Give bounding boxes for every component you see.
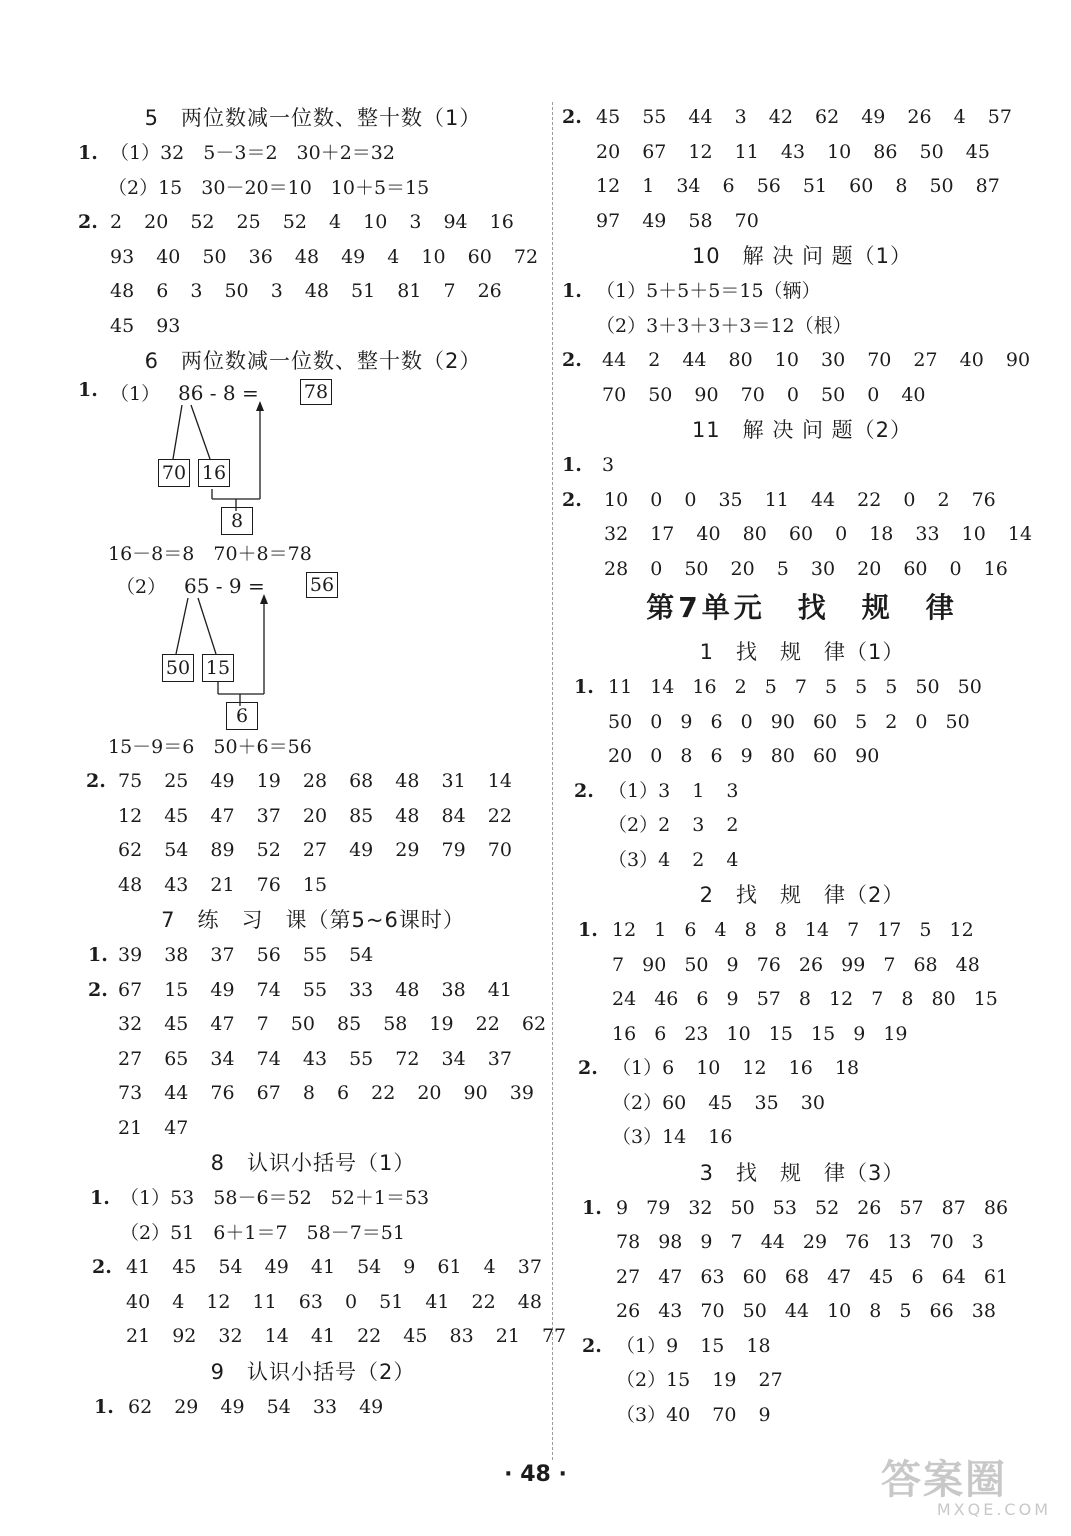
answer-line: 50 0 9 6 0 90 60 5 2 0 50 [608,710,970,733]
answer-line: （2）15 30－20＝10 10＋5＝15 [108,176,430,199]
section-title-7: 7 练 习 课（第5~6课时） [161,908,465,932]
unit-title: 第7单元 找 规 律 [646,591,958,624]
answer-line: 12 1 34 6 56 51 60 8 50 87 [596,175,1000,197]
answer-line: （2）2 3 2 [608,814,739,836]
answer-line: 93 40 50 36 48 49 4 10 60 72 [110,245,539,268]
watermark-logo [881,1457,1051,1519]
watermark-sub: MXQE.COM [936,1500,1051,1519]
answer-line: 16 6 23 10 15 15 9 19 [612,1022,908,1045]
answer-line: （3）14 16 [612,1126,733,1148]
answer-line: 1. 11 14 16 2 5 7 5 5 5 50 50 [574,676,982,698]
answer-line: 2. （1）9 15 18 [582,1334,771,1357]
answer-line: 1. （1）5＋5＋5＝15（辆） [562,280,821,302]
answer-line: 24 46 6 9 57 8 12 7 8 80 15 [612,988,998,1010]
split-box: 50 [162,654,194,682]
column-divider [552,102,553,1460]
answer-line: 21 47 [118,1116,189,1139]
result-box: 78 [300,379,332,405]
answer-line: 26 43 70 50 44 10 8 5 66 38 [616,1300,996,1322]
answer-line: 28 0 50 20 5 30 20 60 0 16 [604,557,1008,580]
answer-line: 27 47 63 60 68 47 45 6 64 61 [616,1265,1009,1288]
answer-line: 20 0 8 6 9 80 60 90 [608,745,880,767]
section-title-8: 8 认识小括号（1） [210,1151,416,1175]
section-title-u3: 3 找 规 律（3） [699,1160,905,1185]
split-box: 16 [198,459,230,487]
answer-line: 20 67 12 11 43 10 86 50 45 [596,140,990,163]
answer-line: 12 45 47 37 20 85 48 84 22 [118,804,512,827]
answer-line: （2）3＋3＋3＋3＝12（根） [596,314,852,337]
answer-line: 2. 75 25 49 19 28 68 48 31 14 [86,770,512,792]
answer-line: 2. 67 15 49 74 55 33 48 38 41 [88,978,512,1001]
bottom-box: 8 [221,507,253,535]
answer-line: （2）60 45 35 30 [612,1091,825,1114]
answer-line: 32 45 47 7 50 85 58 19 22 62 [118,1013,547,1035]
answer-line: （2）51 6＋1＝7 58－7＝51 [120,1221,405,1244]
answer-line: 45 93 [110,314,181,337]
answer-line: （3）4 2 4 [608,848,739,871]
answer-line: 2. （1）3 1 3 [574,779,739,802]
answer-line: （2）15 19 27 [616,1369,783,1391]
left-column [78,100,567,1424]
answer-line: 2. 44 2 44 80 10 30 70 27 40 90 [562,349,1031,371]
answer-line: 2. （1）6 10 12 16 18 [578,1057,860,1079]
answer-line: 2. 10 0 0 35 11 44 22 0 2 76 [562,488,996,511]
answer-line: 21 92 32 14 41 22 45 83 21 77 [126,1325,567,1347]
section-title-u1: 1 找 规 律（1） [699,640,905,664]
section-title-10: 10 解 决 问 题（1） [691,244,913,268]
answer-line: 32 17 40 80 60 0 18 33 10 14 [604,523,1033,545]
answer-line: 16－8＝8 70＋8＝78 [108,543,312,565]
page-number: · 48 · [504,1462,567,1487]
answer-line: 1. （1）32 5－3＝2 30＋2＝32 [78,142,395,164]
answer-line: 15－9＝6 50＋6＝56 [108,735,312,758]
answer-line: 2. 45 55 44 3 42 62 49 26 4 57 [562,106,1012,128]
answer-line: 40 4 12 11 63 0 51 41 22 48 [126,1290,542,1313]
result-box: 56 [306,572,338,598]
section-title-u2: 2 找 规 律（2） [699,883,905,907]
answer-line: 1. 9 79 32 50 53 52 26 57 87 86 [582,1196,1009,1219]
watermark-main: 答案圈 [881,1457,1007,1503]
section-title-5: 5 两位数减一位数、整十数（1） [144,106,482,130]
answer-line: 73 44 76 67 8 6 22 20 90 39 [118,1082,534,1104]
answer-line: 1. 62 29 49 54 33 49 [94,1395,384,1418]
answer-line: 2. 2 20 52 25 52 4 10 3 94 16 [78,211,514,233]
answer-line: 1. （1）53 58－6＝52 52＋1＝53 [90,1187,430,1209]
right-column [562,100,1042,1432]
answer-line: 70 50 90 70 0 50 0 40 [602,383,926,406]
answer-line: 2. 41 45 54 49 41 54 9 61 4 37 [92,1256,542,1278]
answer-line: 62 54 89 52 27 49 29 79 70 [118,839,512,861]
split-box: 70 [158,459,190,487]
section-title-9: 9 认识小括号（2） [210,1359,416,1384]
answer-line: 78 98 9 7 44 29 76 13 70 3 [616,1231,984,1253]
answer-line: 1. 39 38 37 56 55 54 [88,944,374,966]
decomposition-diagram-1: 1. （1） 86 - 8 = 78 70 16 8 [78,379,548,537]
answer-line: 1. 3 [562,454,615,476]
answer-line: 97 49 58 70 [596,209,759,232]
answer-line: 7 90 50 9 76 26 99 7 68 48 [612,953,980,976]
answer-line: （3）40 70 9 [616,1403,771,1426]
answer-line: 27 65 34 74 43 55 72 34 37 [118,1047,512,1070]
answer-line: 1. 12 1 6 4 8 8 14 7 17 5 12 [578,919,974,941]
section-title-6: 6 两位数减一位数、整十数（2） [144,349,482,373]
answer-line: 48 6 3 50 3 48 51 81 7 26 [110,280,502,302]
decomposition-diagram-2: （2） 65 - 9 = 56 50 15 6 [78,572,548,730]
section-title-11: 11 解 决 问 题（2） [691,418,913,442]
answer-line: 48 43 21 76 15 [118,873,328,896]
split-box: 15 [202,654,234,682]
bottom-box: 6 [226,702,258,730]
